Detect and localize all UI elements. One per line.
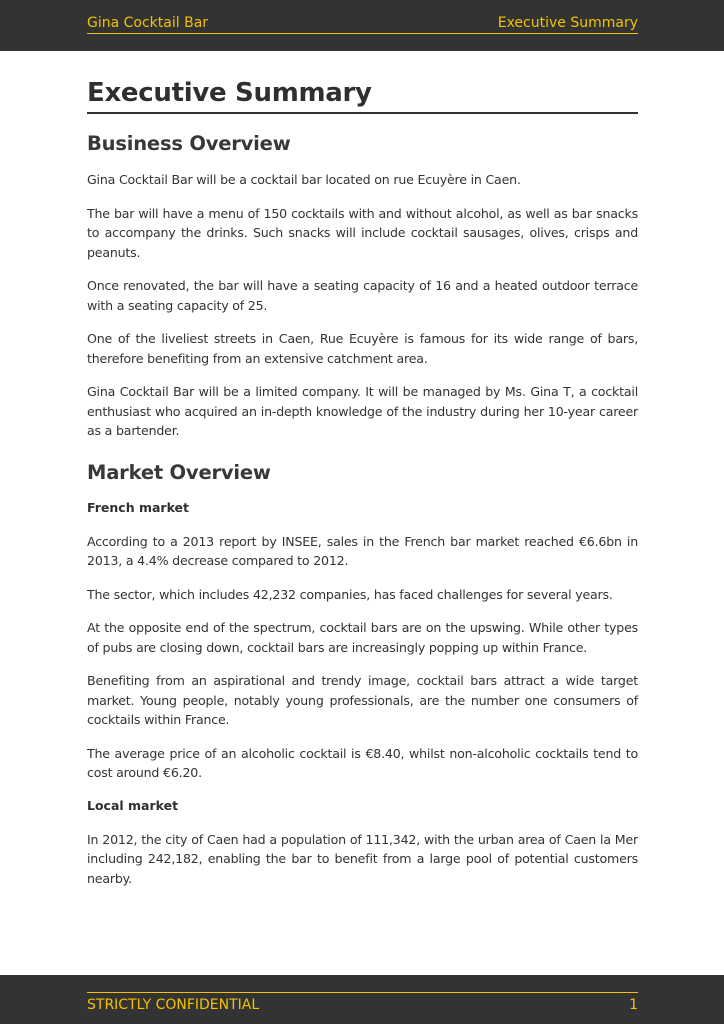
french-market-paragraph: According to a 2013 report by INSEE, sales in the French bar market reached €6.6bn in 2013, a 4.4% decrease compared to 2012. <box>87 533 638 568</box>
header-company-name: Gina Cocktail Bar <box>87 15 209 31</box>
local-market-paragraph: In 2012, the city of Caen had a population of 111,342, with the urban area of Caen la Mer including 242,182, enabling the bar to benefit from a large pool of potential customers nearby. <box>87 831 638 886</box>
page-title: Executive Summary <box>87 76 638 114</box>
business-paragraph: The bar will have a menu of 150 cocktails with and without alcohol, as well as bar snacks to accompany the drinks. Such snacks will include cocktail sausages, olives, crisps and peanuts. <box>87 205 638 260</box>
document-body <box>87 76 638 902</box>
business-paragraph: Gina Cocktail Bar will be a limited company. It will be managed by Ms. Gina T, a cocktail enthusiast who acquired an in-depth knowledge of the industry during her 10-year career as a bartender. <box>87 384 638 438</box>
page-number: 1 <box>629 997 638 1013</box>
header-section-name: Executive Summary <box>497 15 638 31</box>
page-header <box>0 0 724 51</box>
footer-rule <box>87 992 638 1013</box>
header-rule <box>87 15 638 34</box>
business-paragraph: One of the liveliest streets in Caen, Rue Ecuyère is famous for its wide range of bars, therefore benefiting from an extensive catchment area. <box>87 331 638 366</box>
french-market-paragraph: Benefiting from an aspirational and trendy image, cocktail bars attract a wide target market. Young people, notably young professionals, are the number one consumers of cocktails within France. <box>87 673 638 727</box>
market-overview-heading: Market Overview <box>87 460 271 484</box>
french-market-paragraph: The average price of an alcoholic cocktail is €8.40, whilst non-alcoholic cocktails tend to cost around €6.20. <box>87 745 638 780</box>
local-market-subheading: Local market <box>87 797 179 813</box>
business-paragraph: Once renovated, the bar will have a seating capacity of 16 and a heated outdoor terrace with a seating capacity of 25. <box>87 278 638 313</box>
french-market-paragraph: The sector, which includes 42,232 companies, has faced challenges for several years. <box>87 586 613 602</box>
business-paragraph: Gina Cocktail Bar will be a cocktail bar located on rue Ecuyère in Caen. <box>87 172 521 187</box>
confidentiality-notice: STRICTLY CONFIDENTIAL <box>87 997 260 1013</box>
french-market-paragraph: At the opposite end of the spectrum, cocktail bars are on the upswing. While other types of pubs are closing down, cocktail bars are increasingly popping up within France. <box>87 620 638 655</box>
page-footer <box>0 975 724 1024</box>
french-market-subheading: French market <box>87 499 189 515</box>
business-overview-heading: Business Overview <box>87 132 291 155</box>
